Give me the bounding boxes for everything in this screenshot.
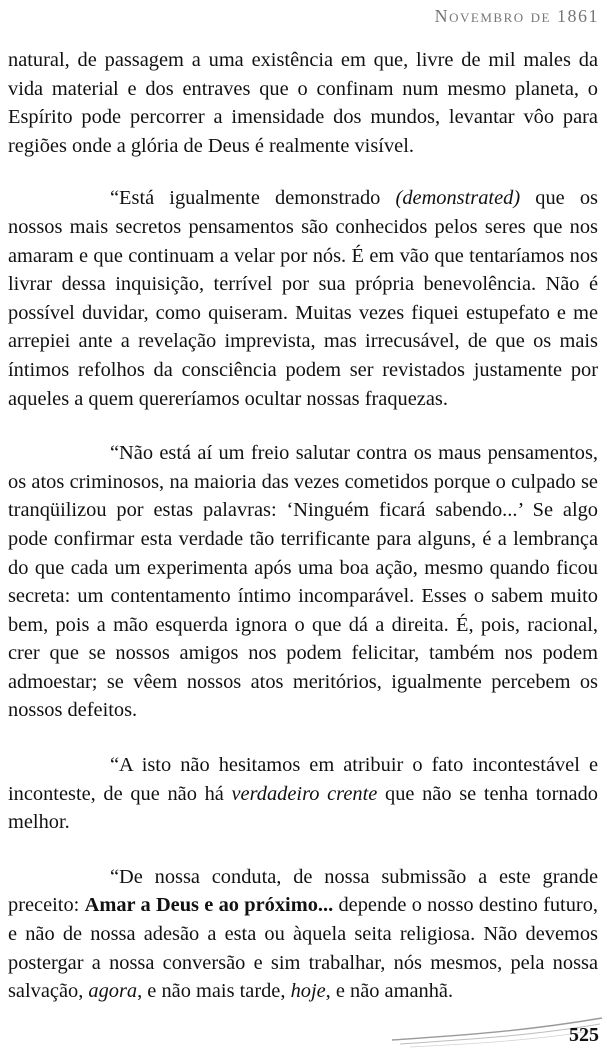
paragraph-1 bbox=[8, 46, 598, 160]
emphasis-italic: agora bbox=[88, 980, 138, 1003]
text-run: “Está igualmente demonstrado bbox=[110, 187, 396, 210]
emphasis-italic: verdadeiro crente bbox=[231, 782, 378, 805]
page-number: 525 bbox=[569, 1024, 599, 1046]
text-run: que os nossos mais secretos pensamentos são conhecidos pelos seres que nos amaram e que continuam a velar por nós. É em vão que tentaríamos nos livrar dessa inquisição, terrível por sua própria benevolência. Não é possível duvidar, como quiseram. Muitas vezes fiquei estupefato e me arrepiei ante a revelação imprevista, mas irrecusável, de que os mais íntimos refolhos da consciência podem ser revistados justamente por aqueles a quem quereríamos ocultar nossas fraquezas. bbox=[8, 187, 598, 410]
text-run: natural, de passagem a uma existência em que, livre de mil males da vida material e dos entraves que o confinam num mesmo planeta, o Espírito pode percorrer a imensidade dos mundos, levantar vôo para regiões onde a glória de Deus é realmente visível. bbox=[8, 49, 598, 157]
paragraph-5 bbox=[8, 863, 598, 1006]
text-run: “A isto não hesitamos em atribuir o fato incontestável e inconteste, de que não há bbox=[8, 754, 598, 805]
page-body bbox=[8, 46, 598, 1032]
running-header: Novembro de 1861 bbox=[434, 6, 599, 26]
emphasis-bold: Amar a Deus e ao próximo... bbox=[84, 894, 334, 917]
text-run: depende o nosso destino futuro, e não de nossa adesão a esta ou àquela seita religiosa. Não devemos postergar a nossa conversão e sim trabalhar, nós mesmos, pela nossa salvação, bbox=[8, 894, 599, 1003]
paragraph-2 bbox=[8, 184, 598, 413]
text-run: “De nossa conduta, de nossa submissão a este grande preceito: bbox=[8, 865, 598, 917]
text-run: , e não amanhã. bbox=[325, 980, 454, 1003]
emphasis-italic: (demonstrated) bbox=[395, 187, 521, 210]
text-run: “Não está aí um freio salutar contra os maus pensamentos, os atos criminosos, na maioria das vezes cometidos porque o culpado se tranqüilizou por estas palavras: ‘Ninguém ficará sabendo...’ Se algo pode confirmar esta verdade tão terrificante para alguns, é a lembrança do que cada um experimenta após uma boa ação, mesmo quando ficou secreta: um contentamento íntimo incomparável. Esses o sabem muito bem, pois a mão esquerda ignora o que dá a direita. É, pois, racional, crer que se nossos amigos nos podem felicitar, também nos podem admoestar; se vêem nossos atos meritórios, igualmente percebem os nossos defeitos. bbox=[8, 442, 598, 722]
paragraph-4 bbox=[8, 751, 598, 837]
paragraph-3 bbox=[8, 439, 598, 725]
text-run: , e não mais tarde, bbox=[137, 980, 291, 1003]
emphasis-italic: hoje bbox=[290, 980, 326, 1003]
text-run: que não se tenha tornado melhor. bbox=[8, 782, 598, 834]
